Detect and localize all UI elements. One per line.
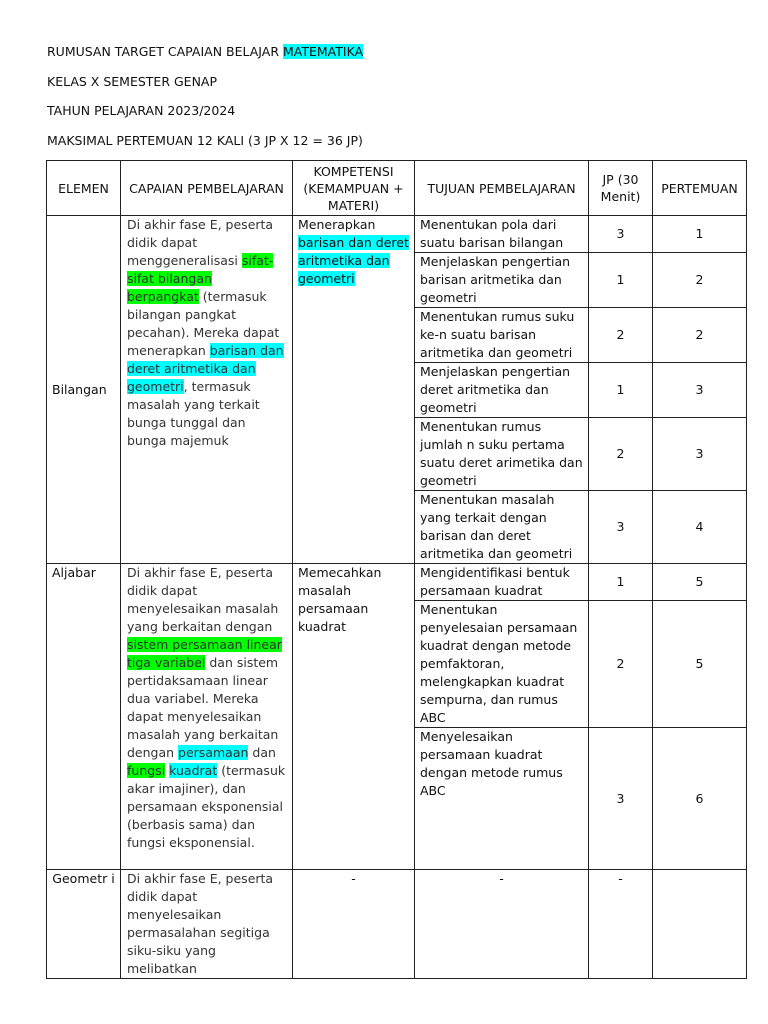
kompetensi-highlight: barisan dan deret aritmetika dan geometri — [298, 235, 409, 286]
cp-text: (termasuk bilangan pangkat pecahan). Mereka dapat menerapkan — [127, 289, 280, 358]
cp-bilangan — [121, 216, 293, 564]
kompetensi-text: Menerapkan — [298, 217, 376, 232]
kompetensi-geometri: - — [293, 870, 415, 979]
jp-cell: 2 — [589, 418, 653, 491]
cp-text: (termasuk akar imajiner), dan persamaan eksponensial (berbasis sama) dan fungsi eksponensial. — [127, 763, 286, 850]
tujuan-cell: Menentukan rumus suku ke-n suatu barisan aritmetika dan geometri — [415, 308, 589, 363]
tujuan-cell: Menentukan masalah yang terkait dengan barisan dan deret aritmetika dan geometri — [415, 491, 589, 564]
cp-highlight: persamaan — [178, 745, 249, 760]
tujuan-cell: Menjelaskan pengertian deret aritmetika dan geometri — [415, 363, 589, 418]
elemen-geometri: Geometr i — [47, 870, 121, 979]
col-header-pertemuan: PERTEMUAN — [653, 161, 747, 216]
col-header-tujuan: TUJUAN PEMBELAJARAN — [415, 161, 589, 216]
table-row — [47, 564, 747, 601]
tujuan-cell: Menyelesaikan persamaan kuadrat dengan metode rumus ABC — [415, 728, 589, 870]
cp-highlight: barisan dan deret aritmetika dan geometri — [127, 343, 284, 394]
pertemuan-cell: 1 — [653, 216, 747, 253]
elemen-bilangan: Bilangan — [47, 216, 121, 564]
col-header-elemen: ELEMEN — [47, 161, 121, 216]
tujuan-cell: Menentukan pola dari suatu barisan bilangan — [415, 216, 589, 253]
cp-highlight: sifat-sifat bilangan berpangkat — [127, 253, 274, 304]
pertemuan-cell: 2 — [653, 253, 747, 308]
cp-highlight: fungsi — [127, 763, 166, 778]
academic-year-line: TAHUN PELAJARAN 2023/2024 — [47, 103, 236, 118]
pertemuan-cell: 5 — [653, 601, 747, 728]
pertemuan-cell: 5 — [653, 564, 747, 601]
pertemuan-cell: 2 — [653, 308, 747, 363]
jp-cell: 3 — [589, 216, 653, 253]
pertemuan-cell: 4 — [653, 491, 747, 564]
pertemuan-cell: 3 — [653, 363, 747, 418]
jp-cell: 3 — [589, 491, 653, 564]
jp-cell: 3 — [589, 728, 653, 870]
cp-text: Di akhir fase E, peserta didik dapat menyelesaikan masalah yang berkaitan dengan — [127, 565, 279, 634]
pertemuan-cell: 3 — [653, 418, 747, 491]
jp-cell: 1 — [589, 363, 653, 418]
cp-geometri: Di akhir fase E, peserta didik dapat menyelesaikan permasalahan segitiga siku-siku yang melibatkan — [121, 870, 293, 979]
cp-highlight: sistem persamaan linear tiga variabel — [127, 637, 282, 670]
title-subject: MATEMATIKA — [283, 44, 364, 59]
max-meetings-line: MAKSIMAL PERTEMUAN 12 KALI (3 JP X 12 = 36 JP) — [47, 133, 363, 148]
cp-highlight: kuadrat — [169, 763, 218, 778]
tujuan-cell: Menentukan penyelesaian persamaan kuadrat dengan metode pemfaktoran, melengkapkan kuadrat sempurna, dan rumus ABC — [415, 601, 589, 728]
cp-text: dan — [248, 745, 276, 760]
table-header-row — [47, 161, 747, 216]
jp-cell: - — [589, 870, 653, 979]
kompetensi-bilangan — [293, 216, 415, 564]
title-prefix: RUMUSAN TARGET CAPAIAN BELAJAR — [47, 44, 283, 59]
pertemuan-cell — [653, 870, 747, 979]
tujuan-cell: Menjelaskan pengertian barisan aritmetika dan geometri — [415, 253, 589, 308]
tujuan-cell: Mengidentifikasi bentuk persamaan kuadrat — [415, 564, 589, 601]
tujuan-cell: Menentukan rumus jumlah n suku pertama suatu deret arimetika dan geometri — [415, 418, 589, 491]
kompetensi-aljabar: Memecahkan masalah persamaan kuadrat — [293, 564, 415, 870]
col-header-kompetensi: KOMPETENSI (KEMAMPUAN + MATERI) — [293, 161, 415, 216]
jp-cell: 2 — [589, 601, 653, 728]
table-row — [47, 870, 747, 979]
cp-text: Di akhir fase E, peserta didik dapat menggeneralisasi — [127, 217, 274, 268]
elemen-aljabar: Aljabar — [47, 564, 121, 870]
cp-text: dan sistem pertidaksamaan linear dua variabel. Mereka dapat menyelesaikan masalah yang berkaitan dengan — [127, 655, 279, 760]
table-row — [47, 216, 747, 253]
jp-cell: 2 — [589, 308, 653, 363]
class-semester-line: KELAS X SEMESTER GENAP — [47, 74, 218, 89]
jp-cell: 1 — [589, 564, 653, 601]
learning-target-table — [46, 160, 747, 979]
col-header-jp: JP (30 Menit) — [589, 161, 653, 216]
document-title — [47, 44, 363, 60]
col-header-capaian: CAPAIAN PEMBELAJARAN — [121, 161, 293, 216]
jp-cell: 1 — [589, 253, 653, 308]
pertemuan-cell: 6 — [653, 728, 747, 870]
cp-text: , termasuk masalah yang terkait bunga tunggal dan bunga majemuk — [127, 379, 260, 448]
cp-aljabar — [121, 564, 293, 870]
tujuan-cell: - — [415, 870, 589, 979]
